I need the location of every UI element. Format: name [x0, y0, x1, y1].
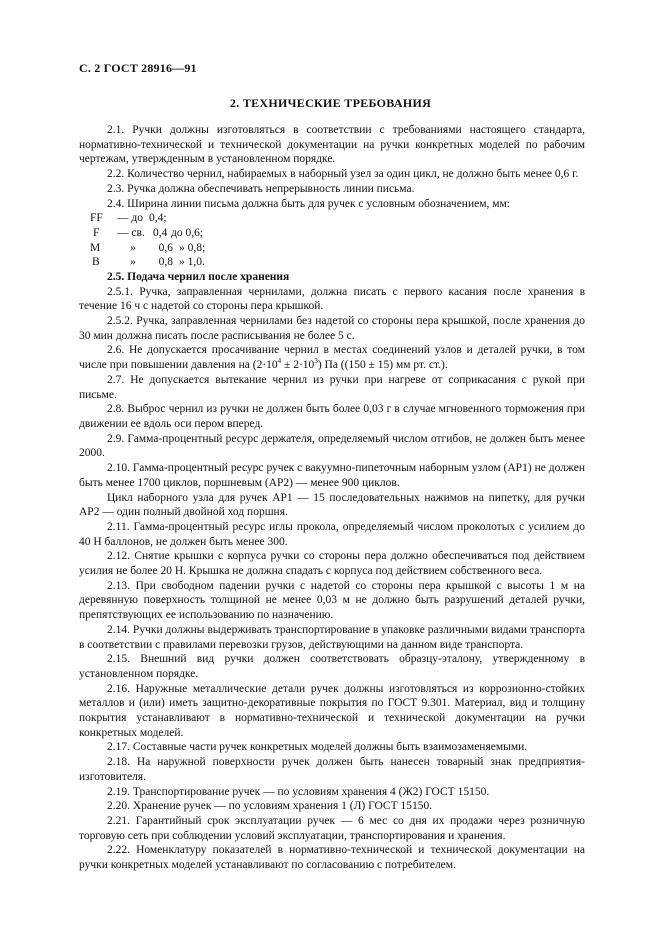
line-width-row — [79, 211, 585, 226]
clause-2-18: 2.18. На наружной поверхности ручек должен быть нанесен товарный знак предприятия-изготовителя. — [79, 756, 585, 783]
line-width-row — [79, 255, 585, 270]
width-value: до 0,6; — [171, 226, 204, 239]
clause-2-22: 2.22. Номенклатуру показателей в нормативно-технической и технической документации на ручки конкретных моделей устанавливают по согласованию с потребителем. — [79, 844, 585, 872]
clause-2-8: 2.8. Выброс чернил из ручки не должен быть более 0,03 г в случае мгновенного торможения при движении ее вдоль оси пером вперед. — [79, 403, 585, 430]
clause-2-5-2: 2.5.2. Ручка, заправленная чернилами без надетой со стороны пера крышкой, после хранения до 30 мин должна писать после расписывания не более 5 с. — [79, 315, 585, 342]
line-width-row — [79, 226, 585, 241]
clause-2-20: 2.20. Хранение ручек — по условиям хранения 1 (Л) ГОСТ 15150. — [107, 800, 433, 813]
width-prefix: — до — [117, 212, 143, 225]
clause-2-5-1: 2.5.1. Ручка, заправленная чернилами, должна писать с первого касания после хранения в течение 16 ч с надетой со стороны пера крышкой. — [79, 285, 585, 313]
clause-2-1: 2.1. Ручки должны изготовляться в соответствии с требованиями настоящего стандарта, нормативно-технической и технической документации на ручки конкретных моделей по рабочим чертежам, утвержденным в установленном порядке. — [79, 124, 585, 166]
clause-2-5-heading: 2.5. Подача чернил после хранения — [107, 270, 290, 283]
width-code: FF — [90, 212, 103, 225]
width-prefix: » — [130, 256, 136, 269]
clause-2-6-text-a: 2.6. Не допускается просачивание чернил в местах соединений узлов и деталей ручки, в том числе при повышении давления на (2·10 — [79, 344, 585, 372]
width-from: 0,4 — [153, 226, 168, 239]
clause-2-14: 2.14. Ручки должны выдерживать транспортирование в упаковке различными видами транспорта в соответствии с правилами перевозки грузов, действующими на данном виде транспорта. — [79, 623, 585, 651]
page-header: С. 2 ГОСТ 28916—91 — [79, 61, 197, 75]
clause-2-6-text-b: ± 2·10 — [281, 359, 315, 372]
width-prefix: » — [130, 241, 136, 254]
width-code: F — [93, 226, 100, 239]
clause-2-12: 2.12. Снятие крышки с корпуса ручки со стороны пера должно обеспечиваться под действием усилия не более 20 Н. Крышка не должна спадать с корпуса под действием собственного веса. — [79, 550, 585, 578]
clause-2-6-text-c: ) Па ((150 ± 15) мм рт. ст.). — [317, 359, 448, 372]
clause-2-4: 2.4. Ширина линии письма должна быть для ручек с условным обозначением, мм: — [107, 197, 510, 210]
clause-2-19: 2.19. Транспортирование ручек — по условиям хранения 4 (Ж2) ГОСТ 15150. — [107, 785, 490, 798]
line-width-row — [79, 241, 585, 256]
clause-2-6 — [79, 343, 585, 372]
clause-2-16: 2.16. Наружные металлические детали ручек должны изготовляться из коррозионно-стойких металлов и (или) иметь защитно-декоративные покрытия по ГОСТ 9.301. Материал, вид и толщину покрытия устанавливают в нормативно-технической и технической документации на ручки конкретных моделей. — [79, 682, 585, 739]
clause-2-10: 2.10. Гамма-процентный ресурс ручек с вакуумно-пипеточным наборным узлом (АР1) не должен быть менее 1700 циклов, поршневым (АР2) — менее 900 циклов. — [79, 462, 585, 489]
clause-2-2: 2.2. Количество чернил, набираемых в наборный узел за один цикл, не должно быть менее 0,6 г. — [107, 168, 579, 181]
clause-2-6-exponent-2: 3 — [314, 357, 318, 366]
line-width-list — [79, 211, 585, 270]
clause-2-7: 2.7. Не допускается вытекание чернил из ручки при нагреве от соприкасания с рукой при письме. — [79, 373, 585, 401]
clause-2-6-exponent-1: 4 — [277, 357, 282, 366]
width-code: B — [92, 256, 100, 269]
width-code: M — [90, 241, 101, 254]
clause-2-15: 2.15. Внешний вид ручки должен соответствовать образцу-эталону, утвержденному в установленном порядке. — [79, 653, 585, 680]
clause-2-3: 2.3. Ручка должна обеспечивать непрерывность линии письма. — [107, 182, 415, 195]
clause-2-21: 2.21. Гарантийный срок эксплуатации ручек — 6 мес со дня их продажи через розничную торговую сеть при соблюдении условий эксплуатации, транспортирования и хранения. — [79, 814, 585, 842]
width-value: » 1,0. — [179, 256, 205, 269]
width-prefix: — св. — [117, 226, 145, 239]
clause-2-17: 2.17. Составные части ручек конкретных моделей должны быть взаимозаменяемыми. — [107, 741, 528, 754]
clause-2-9: 2.9. Гамма-процентный ресурс держателя, определяемый числом отгибов, не должен быть менее 2000. — [79, 432, 585, 460]
width-from: 0,6 — [158, 241, 173, 254]
clause-2-13: 2.13. При свободном падении ручки с надетой со стороны пера крышкой с высоты 1 м на деревянную поверхность толщиной не менее 0,03 м не должно быть разрушений деталей ручки, препятствующих ее использованию по назначению. — [79, 579, 585, 622]
section-title: 2. ТЕХНИЧЕСКИЕ ТРЕБОВАНИЯ — [229, 96, 432, 110]
width-value: 0,4; — [149, 212, 167, 225]
width-from: 0,8 — [158, 256, 173, 269]
clause-2-11: 2.11. Гамма-процентный ресурс иглы прокола, определяемый числом проколотых с усилием до 40 Н баллонов, не должен быть менее 300. — [79, 520, 585, 548]
width-value: » 0,8; — [179, 241, 206, 254]
document-body — [79, 123, 585, 873]
clause-2-10-cycle: Цикл наборного узла для ручек АР1 — 15 последовательных нажимов на пипетку, для ручки АР2 — один полный двойной ход поршня. — [79, 491, 585, 519]
